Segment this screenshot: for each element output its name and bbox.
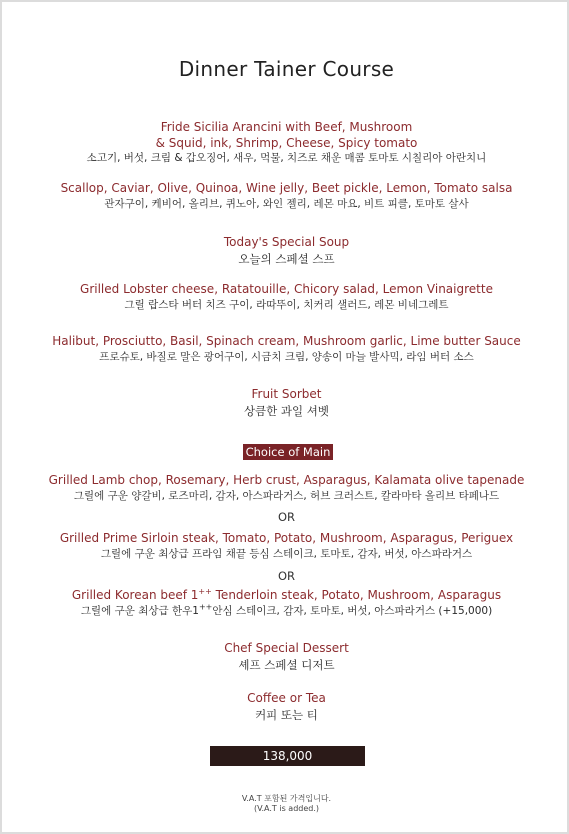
course-4-korean: 그릴 랍스타 버터 치즈 구이, 라따뚜이, 치커리 샐러드, 레몬 비네그레트 — [124, 298, 449, 311]
main-option-2 — [2, 531, 569, 562]
course-3-name: Today's Special Soup — [223, 235, 350, 249]
drink-korean: 커피 또는 티 — [255, 707, 318, 722]
course-2 — [2, 181, 569, 212]
main-2-korean: 그릴에 구운 최상급 프라임 채끝 등심 스테이크, 토마토, 감자, 버섯, 아스파라거스 — [100, 547, 473, 560]
main-1-name: Grilled Lamb chop, Rosemary, Herb crust, Asparagus, Kalamata olive tapenade — [48, 473, 525, 487]
main-2-name: Grilled Prime Sirloin steak, Tomato, Potato, Mushroom, Asparagus, Periguex — [59, 531, 514, 545]
course-5 — [2, 334, 569, 365]
main-3-grade-sup: ++ — [198, 587, 212, 596]
course-6-name: Fruit Sorbet — [251, 387, 322, 401]
course-1-korean: 소고기, 버섯, 크림 & 갑오징어, 새우, 먹물, 치즈로 채운 매콤 토마토 시칠리아 아란치니 — [86, 152, 487, 164]
drink-name: Coffee or Tea — [247, 691, 326, 705]
course-6 — [2, 387, 569, 419]
dessert-korean: 셰프 스페셜 디저트 — [238, 657, 335, 672]
main-3-korean-sup: ++ — [198, 602, 213, 611]
course-6-korean: 상큼한 과일 셔벳 — [243, 403, 330, 418]
course-1-name-line-1: Fride Sicilia Arancini with Beef, Mushroom — [160, 120, 413, 134]
main-3-korean-pre: 그릴에 구운 최상급 한우1 — [80, 604, 199, 617]
course-4-name: Grilled Lobster cheese, Ratatouille, Chicory salad, Lemon Vinaigrette — [80, 282, 493, 296]
course-1-name-line-2: & Squid, ink, Shrimp, Cheese, Spicy tomato — [155, 135, 418, 150]
menu-title: Dinner Tainer Course — [178, 57, 395, 81]
or-separator-1: OR — [277, 510, 296, 524]
vat-note — [2, 794, 569, 814]
course-5-name: Halibut, Prosciutto, Basil, Spinach cream, Mushroom garlic, Lime butter Sauce — [52, 334, 521, 348]
main-3-korean — [2, 604, 569, 619]
main-option-3 — [2, 588, 569, 619]
drink-course — [2, 691, 569, 723]
course-1 — [2, 120, 569, 166]
course-2-name: Scallop, Caviar, Olive, Quinoa, Wine jelly, Beet pickle, Lemon, Tomato salsa — [60, 181, 513, 195]
course-4 — [2, 282, 569, 313]
vat-note-english: (V.A.T is added.) — [253, 804, 320, 813]
choice-of-main-badge: Choice of Main — [243, 444, 333, 460]
course-3-korean: 오늘의 스페셜 스프 — [238, 251, 335, 266]
price-badge: 138,000 — [210, 746, 365, 766]
course-2-korean: 관자구이, 케비어, 올리브, 퀴노아, 와인 젤리, 레몬 마요, 비트 피클, 토마토 살사 — [104, 197, 469, 210]
vat-note-korean: V.A.T 포함된 가격입니다. — [241, 794, 332, 803]
main-3-korean-post: 안심 스테이크, 감자, 토마토, 버섯, 아스파라거스 (+15,000) — [212, 604, 493, 617]
course-3 — [2, 235, 569, 267]
or-separator-2: OR — [277, 569, 296, 583]
main-3-name-post: Tenderloin steak, Potato, Mushroom, Asparagus — [211, 588, 502, 602]
dessert-name: Chef Special Dessert — [224, 641, 349, 655]
main-3-name — [2, 588, 569, 604]
main-1-korean: 그릴에 구운 양갈비, 로즈마리, 감자, 아스파라거스, 허브 크러스트, 칼라마타 올리브 타페나드 — [73, 489, 500, 502]
course-5-korean: 프로슈토, 바질로 말은 광어구이, 시금치 크림, 양송이 마늘 발사믹, 라임 버터 소스 — [99, 350, 474, 363]
main-option-1 — [2, 473, 569, 504]
main-3-name-pre: Grilled Korean beef 1 — [71, 588, 199, 602]
dessert-course — [2, 641, 569, 673]
